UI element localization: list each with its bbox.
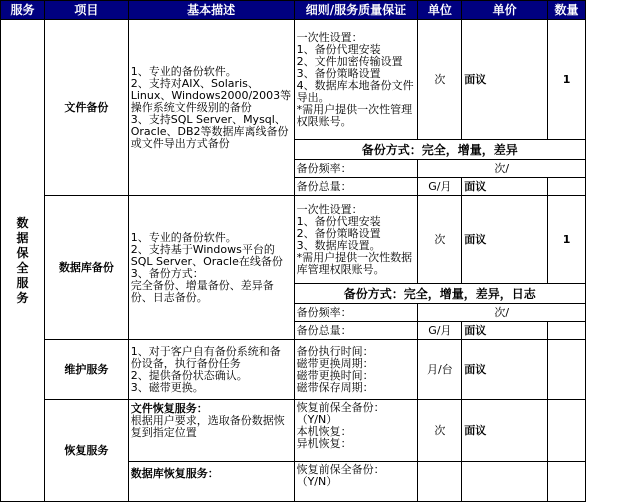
- file-backup-total-label: 备份总量：: [294, 178, 418, 196]
- db-backup-item: 数据库备份: [44, 196, 128, 340]
- service-name: 数 据 保 全 服 务: [1, 20, 45, 502]
- db-backup-desc: 1、专业的备份软件。 2、支持基于Windows平台的SQL Server、Oracle在线备份 3、备份方式： 完全备份、增量备份、差异备份、日志备份。: [128, 196, 294, 340]
- maintenance-detail: 备份执行时间： 磁带更换周期： 磁带更换时间： 磁带保存周期：: [294, 340, 418, 400]
- db-backup-freq-label: 备份频率：: [294, 304, 418, 322]
- db-backup-total-price: 面议: [462, 322, 548, 340]
- header-price: 单价: [462, 1, 548, 20]
- file-backup-unit: 次: [418, 20, 462, 140]
- file-backup-row: [1, 20, 620, 140]
- maintenance-unit: 月/台: [418, 340, 462, 400]
- header-row: [1, 1, 620, 20]
- recovery-item: 恢复服务: [44, 400, 128, 502]
- recovery-price: 面议: [462, 400, 548, 462]
- recovery-unit: 次: [418, 400, 462, 462]
- db-backup-price: 面议: [462, 196, 548, 284]
- db-backup-qty: 1: [548, 196, 586, 284]
- recovery-row: [1, 400, 620, 462]
- file-backup-total-price: 面议: [462, 178, 548, 196]
- db-backup-freq-unit: 次/: [418, 304, 586, 322]
- header-service: 服务: [1, 1, 45, 20]
- recovery-detail-file: 恢复前保全备份： （Y/N） 本机恢复： 异机恢复：: [294, 400, 418, 462]
- file-backup-freq-unit: 次/: [418, 160, 586, 178]
- db-backup-row: [1, 196, 620, 284]
- header-desc: 基本描述: [128, 1, 294, 20]
- header-unit: 单位: [418, 1, 462, 20]
- file-backup-price: 面议: [462, 20, 548, 140]
- db-recovery-detail: 恢复前保全备份： （Y/N）: [294, 462, 418, 502]
- header-item: 项目: [44, 1, 128, 20]
- db-backup-detail: 一次性设置： 1、备份代理安装 2、备份策略设置 3、数据库设置。 *需用户提供一次性数据库管理权限账号。: [294, 196, 418, 284]
- file-backup-desc: 1、专业的备份软件。 2、支持对AIX、Solaris、Linux、Windows2000/2003等操作系统文件级别的备份 3、支持SQL Server、Mysql、Oracle、DB2等数据库离线备份或文件导出方式备份: [128, 20, 294, 196]
- maintenance-row: [1, 340, 620, 400]
- recovery-desc-file: [128, 400, 294, 462]
- db-recovery-title: 数据库恢复服务：: [128, 462, 294, 502]
- file-backup-detail: 一次性设置： 1、备份代理安装 2、文件加密传输设置 3、备份策略设置 4、数据库本地备份文件导出。 *需用户提供一次性管理权限账号。: [294, 20, 418, 140]
- file-recovery-desc: 根据用户要求，选取备份数据恢复到指定位置: [130, 414, 285, 439]
- maintenance-price: 面议: [462, 340, 548, 400]
- header-qty: 数量: [548, 1, 586, 20]
- db-backup-total-unit: G/月: [418, 322, 462, 340]
- maintenance-desc: 1、对于客户自有备份系统和备份设备，执行备份任务 2、提供备份状态确认。 3、磁带更换。: [128, 340, 294, 400]
- file-backup-mode: 备份方式：完全，增量，差异: [294, 140, 585, 160]
- file-backup-total-unit: G/月: [418, 178, 462, 196]
- header-detail: 细则/服务质量保证: [294, 1, 418, 20]
- db-backup-unit: 次: [418, 196, 462, 284]
- db-backup-total-label: 备份总量：: [294, 322, 418, 340]
- file-backup-qty: 1: [548, 20, 586, 140]
- maintenance-item: 维护服务: [44, 340, 128, 400]
- file-recovery-title: 文件恢复服务：: [130, 402, 208, 415]
- file-backup-freq-label: 备份频率：: [294, 160, 418, 178]
- db-backup-mode: 备份方式：完全，增量，差异，日志: [294, 284, 585, 304]
- file-backup-item: 文件备份: [44, 20, 128, 196]
